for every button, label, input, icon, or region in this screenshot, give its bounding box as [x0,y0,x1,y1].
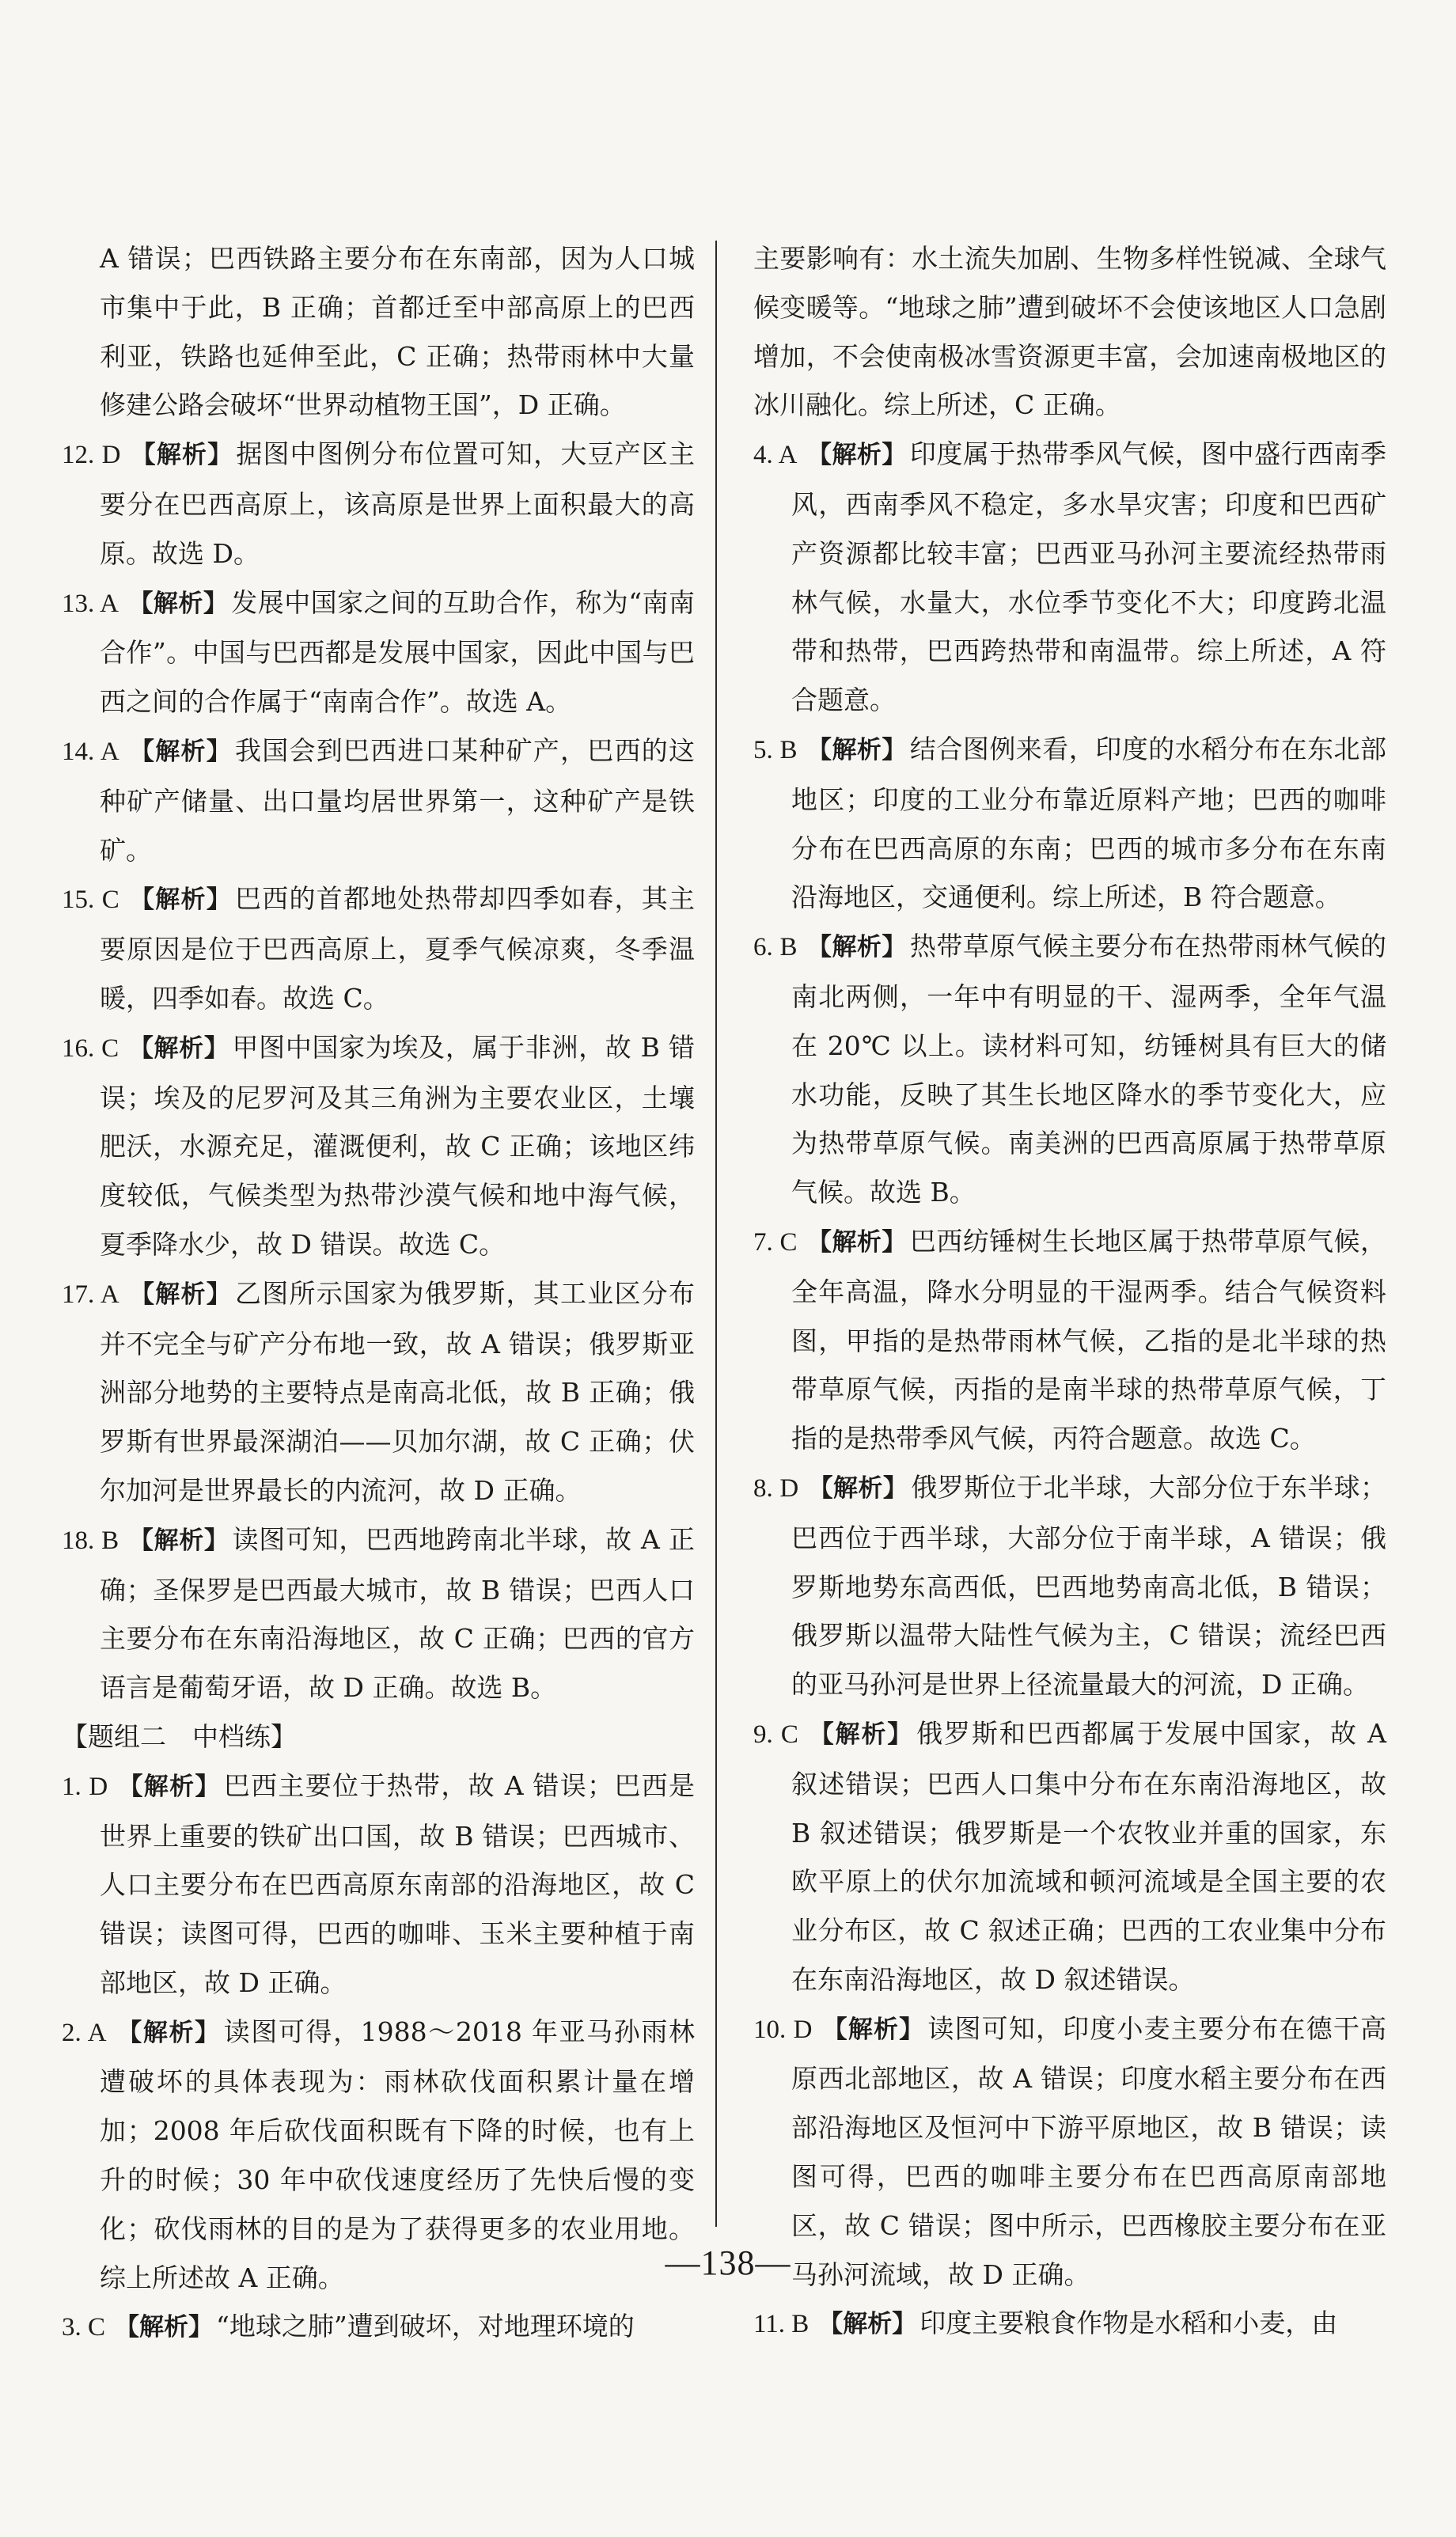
analysis-tag: 【解析】 [115,2313,214,2342]
answer-item [753,430,1386,725]
answer-number: 13. A [62,589,119,618]
answer-text: 甲图中国家为埃及，属于非洲，故 B 错误；埃及的尼罗河及其三角洲为主要农业区，土壤肥沃，水源充足，灌溉便利，故 C 正确；该地区纬度较低，气候类型为热带沙漠气候和地中海气候，夏季降水少，故 D 错误。故选 C。 [100,1031,696,1260]
analysis-tag: 【解析】 [806,735,907,764]
analysis-tag: 【解析】 [128,737,233,766]
analysis-tag: 【解析】 [130,441,233,470]
answer-item [753,725,1386,922]
answer-text: 热带草原气候主要分布在热带雨林气候的南北两侧，一年中有明显的干、湿两季，全年气温在 20℃ 以上。读材料可知，纺锤树具有巨大的储水功能，反映了其生长地区降水的季节变化大，应为热带草原气候。南美洲的巴西高原属于热带草原气候。故选 B。 [791,931,1387,1208]
answer-text: 巴西主要位于热带，故 A 错误；巴西是世界上重要的铁矿出口国，故 B 错误；巴西城市、人口主要分布在巴西高原东南部的沿海地区，故 C 错误；读图可得，巴西的咖啡、玉米主要种植于南部地区，故 D 正确。 [100,1769,696,1998]
analysis-tag: 【解析】 [117,1772,221,1801]
answer-text: 巴西纺锤树生长地区属于热带草原气候，全年高温，降水分明显的干湿两季。结合气候资料图，甲指的是热带雨林气候，乙指的是北半球的热带草原气候，丙指的是南半球的热带草原气候，丁指的是热带季风气候，丙符合题意。故选 C。 [791,1225,1387,1454]
answer-text: 结合图例来看，印度的水稻分布在东北部地区；印度的工业分布靠近原料产地；巴西的咖啡分布在巴西高原的东南；巴西的城市多分布在东南沿海地区，交通便利。综上所述，B 符合题意。 [791,733,1387,913]
answer-number: 14. A [62,737,119,766]
answer-text: 巴西的首都地处热带却四季如春，其主要原因是位于巴西高原上，夏季气候凉爽，冬季温暖，四季如春。故选 C。 [100,883,696,1014]
answer-number: 12. D [62,441,121,470]
analysis-tag: 【解析】 [806,441,907,470]
analysis-tag: 【解析】 [821,2015,925,2044]
answer-number: 10. D [753,2015,813,2044]
answer-number: 8. D [753,1473,799,1503]
right-column [753,234,1387,2339]
analysis-tag: 【解析】 [807,1720,914,1749]
answer-text: 印度主要粮食作物是水稻和小麦，由 [919,2308,1338,2339]
page-number: —138— [665,2243,791,2282]
answer-number: 2. A [62,2018,107,2047]
answer-text: 发展中国家之间的互助合作，称为“南南合作”。中国与巴西都是发展中国家，因此中国与巴西之间的合作属于“南南合作”。故选 A。 [100,586,696,718]
analysis-tag: 【解析】 [127,589,229,618]
answer-item [62,1023,695,1269]
answer-text: 俄罗斯位于北半球，大部分位于东半球；巴西位于西半球，大部分位于南半球，A 错误；俄罗斯地势东高西低，巴西地势南高北低，B 错误；俄罗斯以温带大陆性气候为主，C 错误；流经巴西的亚马孙河是世界上径流量最大的河流，D 正确。 [791,1471,1387,1701]
answer-text: 印度属于热带季风气候，图中盛行西南季风，西南季风不稳定，多水旱灾害；印度和巴西矿产资源都比较丰富；巴西亚马孙河主要流经热带雨林气候，水量大，水位季节变化不大；印度跨北温带和热带，巴西跨热带和南温带。综上所述，A 符合题意。 [791,438,1387,716]
answer-number: 11. B [753,2310,810,2339]
analysis-tag: 【解析】 [128,1033,229,1063]
answer-text: 乙图所示国家为俄罗斯，其工业区分布并不完全与矿产分布地一致，故 A 错误；俄罗斯亚洲部分地势的主要特点是南高北低，故 B 正确；俄罗斯有世界最深湖泊——贝加尔湖，故 C 正确；伏尔加河是世界最长的内流河，故 D 正确。 [100,1277,696,1506]
left-column [62,234,696,2342]
analysis-tag: 【解析】 [806,933,907,962]
analysis-tag: 【解析】 [128,885,233,915]
left-lead-text: A 错误；巴西铁路主要分布在东南部，因为人口城市集中于此，B 正确；首都迁至中部高原上的巴西利亚，铁路也延伸至此，C 正确；热带雨林中大量修建公路会破坏“世界动植物王国”，D 正确。 [100,243,695,421]
column-divider [715,241,717,2227]
answer-number: 9. C [753,1720,798,1749]
answer-item [62,1761,695,2008]
answer-item [753,1217,1386,1463]
answer-item [753,1463,1386,1709]
answer-number: 3. C [62,2313,106,2342]
answer-item [62,1269,695,1515]
answer-text: “地球之肺”遭到破坏，对地理环境的 [216,2311,635,2342]
answer-number: 17. A [62,1280,119,1309]
analysis-tag: 【解析】 [818,2310,917,2339]
answer-text: 我国会到巴西进口某种矿产，巴西的这种矿产储量、出口量均居世界第一，这种矿产是铁矿。 [100,734,696,866]
analysis-tag: 【解析】 [806,1227,907,1257]
answer-number: 18. B [62,1526,119,1555]
answer-item [62,578,695,726]
answer-number: 7. C [753,1227,798,1257]
analysis-tag: 【解析】 [808,1473,908,1503]
answer-item [753,922,1386,1217]
analysis-tag: 【解析】 [128,1280,233,1309]
answer-item [753,1709,1386,2004]
analysis-tag: 【解析】 [116,2018,221,2047]
answer-item [753,2299,1386,2349]
answer-text: 读图可得，1988～2018 年亚马孙雨林遭破坏的具体表现为：雨林砍伐面积累计量在增加；2008 年后砍伐面积既有下降的时候，也有上升的时候；30 年中砍伐速度经历了先快后慢的变化；砍伐雨林的目的是为了获得更多的农业用地。综上所述故 A 正确。 [100,2016,695,2293]
answer-item [62,2302,695,2353]
answer-number: 6. B [753,933,798,962]
answer-text: 据图中图例分布位置可知，大豆产区主要分在巴西高原上，该高原是世界上面积最大的高原。故选 D。 [100,438,696,569]
answer-item [62,726,695,874]
answer-text: 读图可知，印度小麦主要分布在德干高原西北部地区，故 A 错误；印度水稻主要分布在西部沿海地区及恒河中下游平原地区，故 B 错误；读图可得，巴西的咖啡主要分布在巴西高原南部地区，故 C 错误；图中所示，巴西橡胶主要分布在亚马孙河流域，故 D 正确。 [791,2012,1387,2290]
answer-number: 5. B [753,735,798,764]
answer-number: 4. A [753,441,798,470]
question-group-heading: 【题组二 中档练】 [62,1720,297,1752]
answer-item [62,430,695,578]
answer-number: 16. C [62,1033,119,1063]
answer-number: 1. D [62,1772,108,1801]
right-lead-text: 主要影响有：水土流失加剧、生物多样性锐减、全球气候变暖等。“地球之肺”遭到破坏不会使该地区人口急剧增加，不会使南极冰雪资源更丰富，会加速南极地区的冰川融化。综上所述，C 正确。 [753,243,1386,421]
answer-text: 读图可知，巴西地跨南北半球，故 A 正确；圣保罗是巴西最大城市，故 B 错误；巴西人口主要分布在东南沿海地区，故 C 正确；巴西的官方语言是葡萄牙语，故 D 正确。故选 B。 [100,1523,696,1704]
answer-text: 俄罗斯和巴西都属于发展中国家，故 A 叙述错误；巴西人口集中分布在东南沿海地区，故 B 叙述错误；俄罗斯是一个农牧业并重的国家，东欧平原上的伏尔加流域和顿河流域是全国主要的农业分布区，故 C 叙述正确；巴西的工农业集中分布在东南沿海地区，故 D 叙述错误。 [791,1717,1387,1995]
answer-item [62,874,695,1022]
analysis-tag: 【解析】 [128,1526,229,1555]
answer-item [62,1515,695,1712]
answer-number: 15. C [62,885,119,915]
